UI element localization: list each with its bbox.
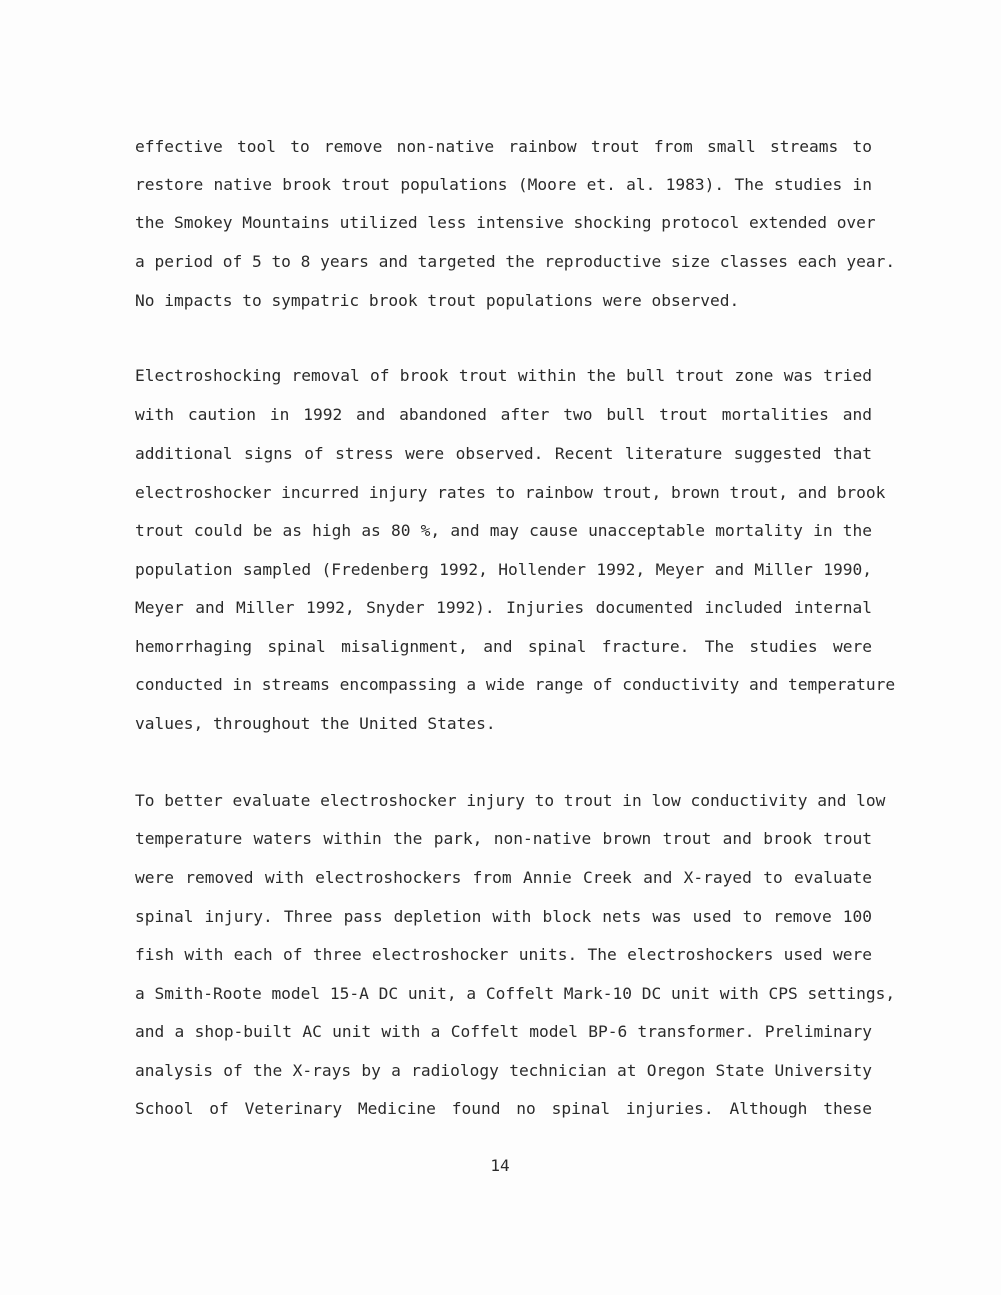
text-line: population sampled (Fredenberg 1992, Hollender 1992, Meyer and Miller 1990, [135,560,872,579]
text-line: School of Veterinary Medicine found no spinal injuries. Although these [135,1099,872,1118]
text-line: trout could be as high as 80 %, and may cause unacceptable mortality in the [135,521,872,540]
text-line: conducted in streams encompassing a wide range of conductivity and temperature [135,675,896,694]
text-line: temperature waters within the park, non-native brown trout and brook trout [135,829,872,848]
text-line: a period of 5 to 8 years and targeted the reproductive size classes each year. [135,252,896,271]
text-line: Electroshocking removal of brook trout within the bull trout zone was tried [135,366,872,385]
text-line: spinal injury. Three pass depletion with block nets was used to remove 100 [135,907,872,926]
text-line: To better evaluate electroshocker injury to trout in low conductivity and low [135,791,886,810]
text-line: analysis of the X-rays by a radiology technician at Oregon State University [135,1061,872,1080]
text-line: and a shop-built AC unit with a Coffelt model BP-6 transformer. Preliminary [135,1022,872,1041]
text-line: restore native brook trout populations (Moore et. al. 1983). The studies in [135,175,872,194]
text-line: values, throughout the United States. [135,714,496,733]
text-line: additional signs of stress were observed. Recent literature suggested that [135,444,872,463]
text-line: electroshocker incurred injury rates to rainbow trout, brown trout, and brook [135,483,886,502]
page-number: 14 [490,1156,510,1175]
text-line: Meyer and Miller 1992, Snyder 1992). Injuries documented included internal [135,598,872,617]
text-line: hemorrhaging spinal misalignment, and spinal fracture. The studies were [135,637,872,656]
text-line: the Smokey Mountains utilized less intensive shocking protocol extended over [135,213,876,232]
text-line: effective tool to remove non-native rainbow trout from small streams to [135,137,872,156]
text-line: No impacts to sympatric brook trout populations were observed. [135,291,740,310]
text-line: fish with each of three electroshocker units. The electroshockers used were [135,945,872,964]
text-line: a Smith-Roote model 15-A DC unit, a Coffelt Mark-10 DC unit with CPS settings, [135,984,896,1003]
text-line: were removed with electroshockers from Annie Creek and X-rayed to evaluate [135,868,872,887]
text-line: with caution in 1992 and abandoned after two bull trout mortalities and [135,405,872,424]
